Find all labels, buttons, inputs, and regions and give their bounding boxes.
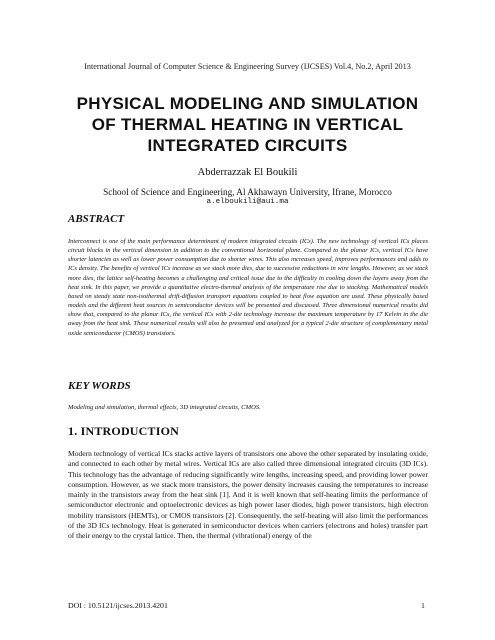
author-email: a.elboukili@aui.ma — [206, 198, 289, 206]
title-line-1: PHYSICAL MODELING AND SIMULATION — [76, 94, 419, 113]
abstract-text: Interconnect is one of the main performance determinant of modern integrated circuits (ICs). The new technology of vertical ICs places circuit blocks in the vertical dimension in addition to the conventional horizontal plane. Compared to the planar ICs, vertical ICs have shorter latencies as well as lower power consumption due to shorter wires. This also increases speed, improves performances and adds to ICs density. The benefits of vertical ICs increase as we stack more dies, due to successive reductions in wire lengths. However, as we stack more dies, the lattice self-heating becomes a challenging and critical issue due to the difficulty in cooling down the layers away from the heat sink. In this paper, we provide a quantitative electro-thermal analysis of the temperature rise due to stacking. Mathematical models based on steady state non-isothermal drift-diffusion transport equations coupled to heat flow equation are used. These physically based models and the different heat sources in semiconductor devices will be presented and discussed. Three dimensional numerical results did show that, compared to the planar ICs, the vertical ICs with 2-die technology increase the maximum temperature by 17 Kelvin in the die away from the heat sink. These numerical results will also be presented and analyzed for a typical 2-die structure of complementary metal oxide semiconductor (CMOS) transistors. — [68, 238, 428, 337]
introduction-text: Modern technology of vertical ICs stacks active layers of transistors one above the other separated by insulating oxide, and connected to each other by metal wires. Vertical ICs are also called three dimensional integrated circuits (3D ICs). This technology has the advantage of reducing significantly wire lengths, increasing speed, and providing lower power consumption. However, as we stack more transistors, the power density increases causing the temperatures to increase mainly in the transistors away from the heat sink [1]. And it is well known that self-heating limits the performance of semiconductor electronic and optoelectronic devices as high power laser diodes, high power transistors, high electron mobility transistors (HEMTs), or CMOS transistors [2]. Consequently, the self-heating will also limit the performances of the 3D ICs technology. Heat is generated in semiconductor devices when carriers (electrons and holes) transfer part of their energy to the crystal lattice. Then, the thermal (vibrational) energy of the — [68, 449, 428, 540]
keywords-text: Modeling and simulation, thermal effects, 3D integrated circuits, CMOS. — [68, 404, 261, 411]
keywords-heading: KEY WORDS — [68, 380, 131, 392]
title-line-2: OF THERMAL HEATING IN VERTICAL — [91, 115, 404, 134]
author-name: Abderrazzak El Boukili — [197, 167, 298, 178]
abstract-heading: ABSTRACT — [68, 213, 125, 225]
title-line-3: INTEGRATED CIRCUITS — [147, 136, 348, 155]
journal-header: International Journal of Computer Science & Engineering Survey (IJCSES) Vol.4, No.2, April 2013 — [84, 62, 411, 71]
paper-title — [40, 93, 455, 156]
footer-doi: DOI : 10.5121/ijcses.2013.4201 — [68, 601, 168, 610]
page-number: 1 — [421, 601, 425, 610]
introduction-heading: 1. INTRODUCTION — [68, 424, 180, 438]
author-affiliation: School of Science and Engineering, Al Akhawayn University, Ifrane, Morocco — [103, 187, 392, 197]
